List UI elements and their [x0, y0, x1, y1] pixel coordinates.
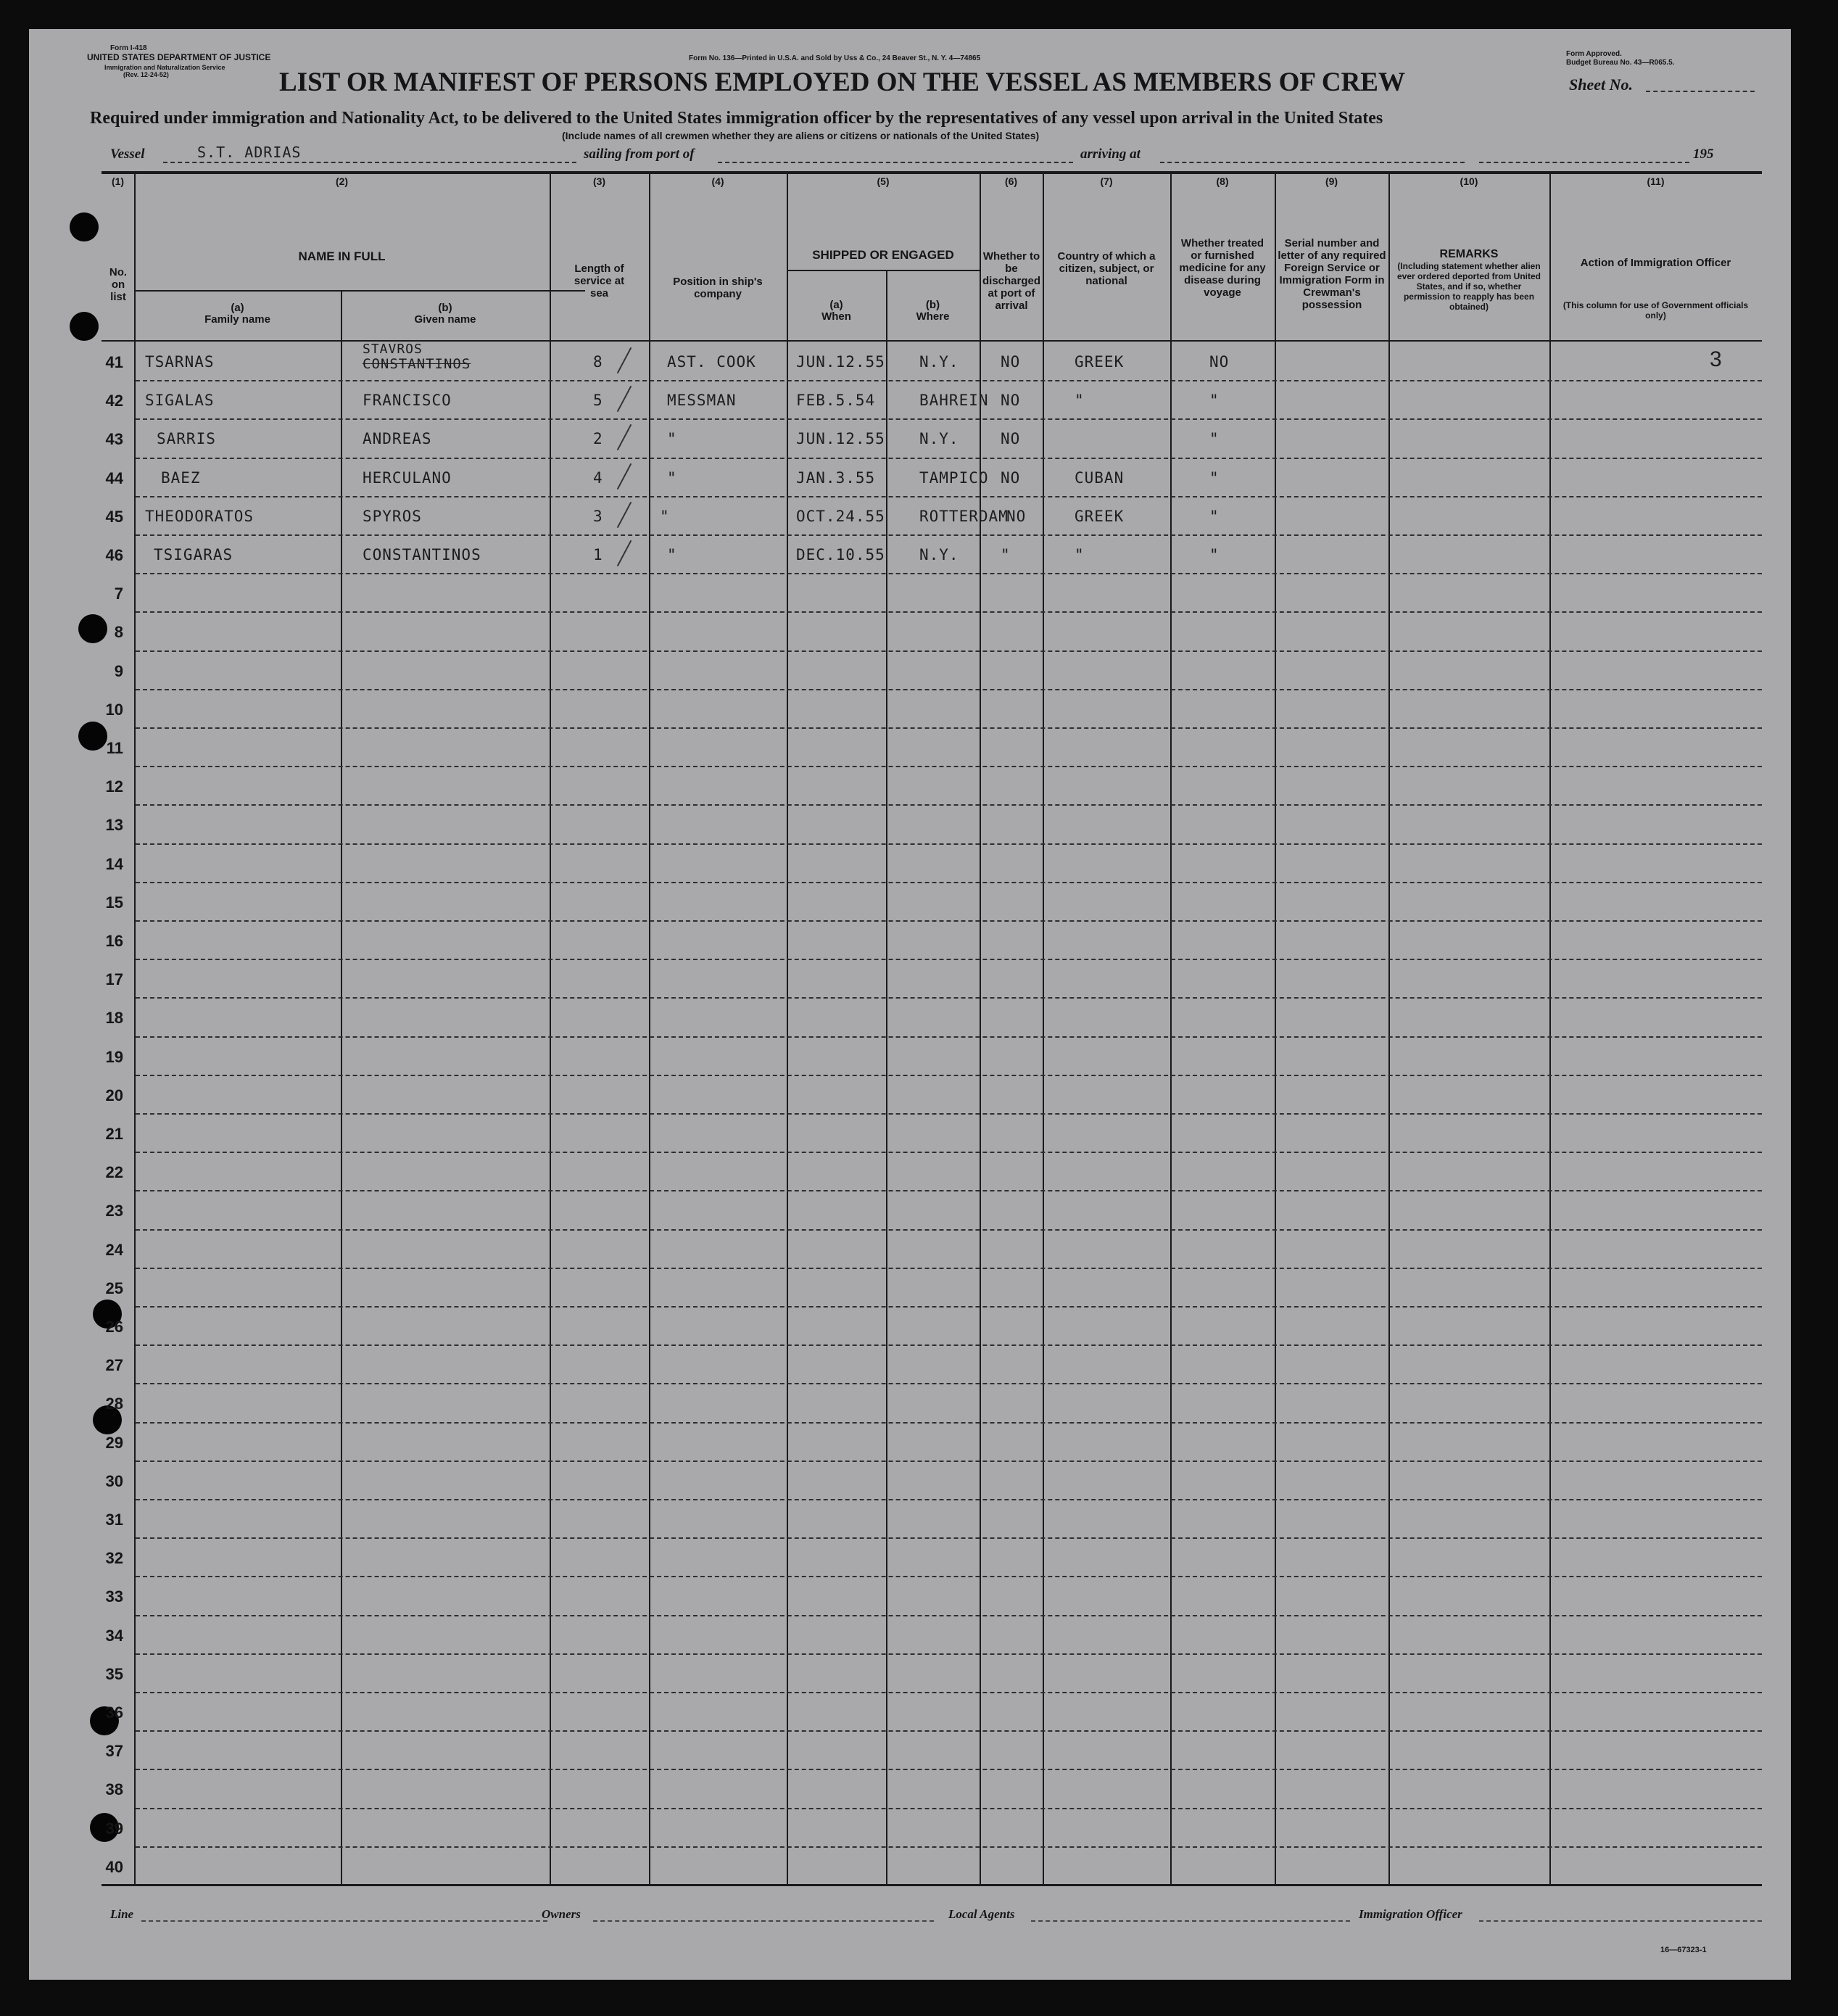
printer-line: Form No. 136—Printed in U.S.A. and Sold by Uss & Co., 24 Beaver St., N. Y. 4—74865: [689, 54, 981, 62]
row-separator: [136, 1422, 1762, 1424]
col5a-num: (a): [829, 299, 843, 311]
row-number: 11: [106, 739, 123, 757]
cell-service: 2: [593, 430, 603, 447]
cell-given: ANDREAS: [363, 430, 432, 447]
col7-header: Country of which a citizen, subject, or national: [1057, 250, 1156, 287]
row-number: 10: [105, 701, 123, 719]
col-line-4: [649, 174, 650, 1885]
row-separator: [136, 1344, 1762, 1346]
row-separator: [136, 1576, 1762, 1577]
row-number: 27: [105, 1356, 123, 1374]
cell-when: DEC.10.55: [796, 546, 885, 563]
col-line-7: [980, 174, 981, 1885]
tick-mark: [617, 463, 632, 489]
sheet-label: Sheet No.: [1569, 75, 1633, 94]
row-number: 32: [105, 1549, 123, 1567]
row-number: 39: [105, 1819, 123, 1838]
row-separator: [136, 1306, 1762, 1307]
cell-family: TSARNAS: [145, 353, 215, 371]
shipped-subheader-line: [787, 270, 980, 271]
col-line-9: [1170, 174, 1172, 1885]
row-number: 26: [105, 1318, 123, 1336]
row-separator: [136, 727, 1762, 729]
cell-when: JAN.3.55: [796, 469, 876, 487]
punch-hole: [70, 212, 99, 241]
col-line-1: [134, 174, 136, 1885]
col1-header: No. on list: [109, 266, 128, 303]
col-line-11: [1388, 174, 1390, 1885]
col1-num: (1): [111, 175, 125, 187]
header-bottom-border: [102, 340, 1762, 342]
row-number: 22: [105, 1163, 123, 1181]
cell-when: JUN.12.55: [796, 353, 885, 371]
cell-discharged: NO: [1006, 508, 1027, 525]
cell-country: GREEK: [1075, 353, 1125, 371]
approval-line2: Budget Bureau No. 43—R065.5.: [1566, 59, 1675, 67]
col11-header: Action of Immigration Officer: [1580, 257, 1731, 269]
col-line-10: [1275, 174, 1276, 1885]
cell-service: 1: [593, 546, 603, 563]
cell-position: AST. COOK: [667, 353, 756, 371]
row-number: 37: [105, 1742, 123, 1760]
cell-where: N.Y.: [919, 430, 959, 447]
row-separator: [136, 458, 1762, 459]
cell-where: N.Y.: [919, 353, 959, 371]
row-number: 40: [105, 1858, 123, 1876]
row-separator: [136, 1730, 1762, 1732]
col10-note: (Including statement whether alien ever ordered deported from United States, and if so, whether permission to reapply has been obtained): [1396, 261, 1541, 312]
row-separator: [136, 843, 1762, 845]
row-separator: [136, 1383, 1762, 1384]
cell-where: ROTTERDAM: [919, 508, 1009, 525]
cell-when: FEB.5.54: [796, 392, 876, 409]
cell-discharged: ": [1001, 546, 1011, 563]
cell-discharged: NO: [1001, 430, 1021, 447]
sailing-label: sailing from port of: [584, 146, 695, 162]
officer-blank: [1479, 1920, 1762, 1922]
col2-num: (2): [335, 175, 349, 187]
row-separator: [136, 1846, 1762, 1848]
date-blank: [1479, 162, 1689, 163]
row-separator: [136, 1152, 1762, 1153]
row-number: 17: [105, 970, 123, 988]
col7-num: (7): [1100, 175, 1113, 187]
col3-num: (3): [592, 175, 606, 187]
row-separator: [136, 1075, 1762, 1076]
col8-num: (8): [1216, 175, 1229, 187]
col5-header: SHIPPED OR ENGAGED: [812, 248, 954, 262]
cell-service: 5: [593, 392, 603, 409]
col6-header: Whether to be discharged at port of arrival: [982, 250, 1041, 312]
department: UNITED STATES DEPARTMENT OF JUSTICE: [87, 52, 271, 62]
cell-position: MESSMAN: [667, 392, 737, 409]
row-separator: [136, 1190, 1762, 1191]
row-number: 23: [105, 1202, 123, 1220]
row-number: 24: [105, 1241, 123, 1259]
cell-position: ": [660, 508, 670, 525]
form-number: Form I-418: [110, 44, 147, 52]
row-separator: [136, 1692, 1762, 1693]
page-title: LIST OR MANIFEST OF PERSONS EMPLOYED ON THE VESSEL AS MEMBERS OF CREW: [279, 67, 1405, 97]
cell-treated: NO: [1209, 353, 1230, 371]
row-number: 41: [105, 353, 123, 371]
agents-label: Local Agents: [948, 1907, 1015, 1921]
col5a-header: When: [821, 310, 851, 323]
approval-line1: Form Approved.: [1566, 50, 1622, 58]
row-separator: [136, 418, 1762, 420]
year-label: 195: [1693, 146, 1714, 162]
cell-treated: ": [1209, 469, 1220, 487]
row-number: 18: [105, 1009, 123, 1027]
cell-given: CONSTANTINOS: [363, 546, 481, 563]
row-separator: [136, 380, 1762, 381]
name-subheader-line: [134, 290, 585, 292]
row-number: 28: [105, 1395, 123, 1413]
row-number: 15: [105, 893, 123, 912]
form-code: 16—67323-1: [1660, 1946, 1707, 1954]
row-separator: [136, 1808, 1762, 1809]
col11-note: (This column for use of Government officials only): [1562, 300, 1749, 321]
col2b-num: (b): [438, 302, 452, 314]
col-line-2: [341, 292, 342, 1885]
cell-treated: ": [1209, 508, 1220, 525]
cell-treated: ": [1209, 430, 1220, 447]
row-number: 14: [105, 855, 123, 873]
cell-when: JUN.12.55: [796, 430, 885, 447]
row-separator: [136, 1499, 1762, 1500]
cell-action: 3: [1710, 347, 1723, 371]
row-separator: [136, 534, 1762, 536]
cell-family: SARRIS: [157, 430, 216, 447]
row-number: 25: [105, 1279, 123, 1297]
row-separator: [136, 1653, 1762, 1655]
row-separator: [136, 1461, 1762, 1462]
cell-country: CUBAN: [1075, 469, 1125, 487]
cell-discharged: NO: [1001, 353, 1021, 371]
row-separator: [136, 1537, 1762, 1539]
cell-country: ": [1075, 546, 1085, 563]
cell-given: SPYROS: [363, 508, 422, 525]
cell-given: FRANCISCO: [363, 392, 452, 409]
col2-header: NAME IN FULL: [298, 249, 386, 263]
col-line-5: [787, 174, 788, 1885]
cell-service: 4: [593, 469, 603, 487]
row-number: 46: [105, 546, 123, 564]
col5-num: (5): [877, 175, 890, 187]
row-number: 35: [105, 1665, 123, 1683]
row-number: 21: [105, 1125, 123, 1143]
col9-num: (9): [1325, 175, 1338, 187]
col-line-8: [1043, 174, 1044, 1885]
cell-where: N.Y.: [919, 546, 959, 563]
row-separator: [136, 766, 1762, 767]
col8-header: Whether treated or furnished medicine for any disease during voyage: [1179, 237, 1266, 299]
row-number: 38: [105, 1780, 123, 1798]
row-separator: [136, 650, 1762, 652]
cell-given-struck: CONSTANTINOS: [363, 356, 471, 372]
cell-service: 3: [593, 508, 603, 525]
row-separator: [136, 997, 1762, 999]
arriving-label: arriving at: [1080, 146, 1141, 162]
cell-family: BAEZ: [161, 469, 201, 487]
row-separator: [136, 959, 1762, 960]
cell-family: TSIGARAS: [154, 546, 233, 563]
row-separator: [136, 920, 1762, 922]
col2a-num: (a): [231, 302, 244, 314]
row-number: 13: [105, 816, 123, 834]
cell-country: GREEK: [1075, 508, 1125, 525]
col2a-header: Family name: [204, 313, 270, 326]
tick-mark: [617, 424, 632, 450]
row-number: 30: [105, 1472, 123, 1490]
row-number: 12: [105, 777, 123, 796]
row-number: 8: [114, 623, 123, 641]
col11-num: (11): [1647, 175, 1665, 187]
row-number: 31: [105, 1511, 123, 1529]
arriving-blank: [1160, 162, 1465, 163]
table-bottom-border: [102, 1884, 1762, 1886]
vessel-value: S.T. ADRIAS: [197, 144, 302, 161]
tick-mark: [617, 386, 632, 412]
row-number: 42: [105, 392, 123, 410]
row-number: 29: [105, 1434, 123, 1452]
row-number: 7: [114, 584, 123, 603]
cell-where: TAMPICO: [919, 469, 989, 487]
col3-header: Length of service at sea: [574, 263, 625, 299]
vessel-label: Vessel: [110, 146, 145, 162]
col-line-3: [550, 174, 551, 1885]
line-label: Line: [110, 1907, 134, 1921]
row-separator: [136, 804, 1762, 806]
row-number: 36: [105, 1703, 123, 1722]
row-separator: [136, 1113, 1762, 1115]
col5b-header: Where: [916, 310, 950, 323]
vessel-blank: [163, 162, 576, 163]
row-number: 20: [105, 1086, 123, 1104]
col10-num: (10): [1460, 175, 1478, 187]
cell-discharged: NO: [1001, 469, 1021, 487]
punch-hole: [70, 312, 99, 341]
col-line-12: [1549, 174, 1551, 1885]
tick-mark: [617, 540, 632, 566]
table-top-border: [102, 171, 1762, 174]
row-number: 43: [105, 430, 123, 448]
cell-country: ": [1075, 392, 1085, 409]
owners-label: Owners: [542, 1907, 581, 1921]
service: Immigration and Naturalization Service: [104, 64, 225, 71]
row-separator: [136, 1769, 1762, 1770]
cell-when: OCT.24.55: [796, 508, 885, 525]
col6-num: (6): [1004, 175, 1018, 187]
row-number: 34: [105, 1627, 123, 1645]
agents-blank: [1031, 1920, 1350, 1922]
revision: (Rev. 12-24-52): [123, 71, 169, 78]
row-separator: [136, 1615, 1762, 1616]
row-separator: [136, 882, 1762, 883]
sailing-blank: [718, 162, 1073, 163]
cell-discharged: NO: [1001, 392, 1021, 409]
line-blank: [141, 1920, 547, 1922]
cell-position: ": [667, 430, 677, 447]
cell-family: SIGALAS: [145, 392, 215, 409]
row-separator: [136, 611, 1762, 613]
row-number: 9: [114, 662, 123, 680]
row-number: 44: [105, 469, 123, 487]
col4-num: (4): [711, 175, 724, 187]
row-separator: [136, 1268, 1762, 1269]
cell-where: BAHREIN: [919, 392, 989, 409]
col2b-header: Given name: [414, 313, 476, 326]
row-number: 19: [105, 1048, 123, 1066]
col5b-num: (b): [925, 299, 940, 311]
subtitle: Required under immigration and Nationality Act, to be delivered to the United States immigration officer by the representatives of any vessel upon arrival in the United States: [90, 109, 1383, 128]
officer-label: Immigration Officer: [1359, 1907, 1462, 1921]
cell-treated: ": [1209, 392, 1220, 409]
row-separator: [136, 1036, 1762, 1038]
owners-blank: [593, 1920, 934, 1922]
col10-header: REMARKS: [1439, 248, 1499, 260]
row-separator: [136, 1229, 1762, 1231]
cell-treated: ": [1209, 546, 1220, 563]
col-line-6: [886, 271, 887, 1885]
row-separator: [136, 573, 1762, 574]
cell-given: HERCULANO: [363, 469, 452, 487]
cell-family: THEODORATOS: [145, 508, 254, 525]
sheet-blank: [1646, 91, 1755, 92]
cell-position: ": [667, 546, 677, 563]
row-separator: [136, 689, 1762, 690]
tick-mark: [617, 502, 632, 528]
subnote: (Include names of all crewmen whether they are aliens or citizens or nationals of the United States): [562, 130, 1040, 141]
row-number: 16: [105, 932, 123, 950]
row-separator: [136, 496, 1762, 497]
tick-mark: [617, 347, 632, 373]
cell-given: STAVROS: [363, 342, 423, 357]
cell-service: 8: [593, 353, 603, 371]
row-number: 33: [105, 1587, 123, 1606]
col9-header: Serial number and letter of any required Foreign Service or Immigration Form in Crewman's possession: [1278, 237, 1386, 311]
col4-header: Position in ship's company: [673, 276, 763, 300]
cell-position: ": [667, 469, 677, 487]
row-number: 45: [105, 508, 123, 526]
manifest-page: [29, 29, 1791, 1980]
